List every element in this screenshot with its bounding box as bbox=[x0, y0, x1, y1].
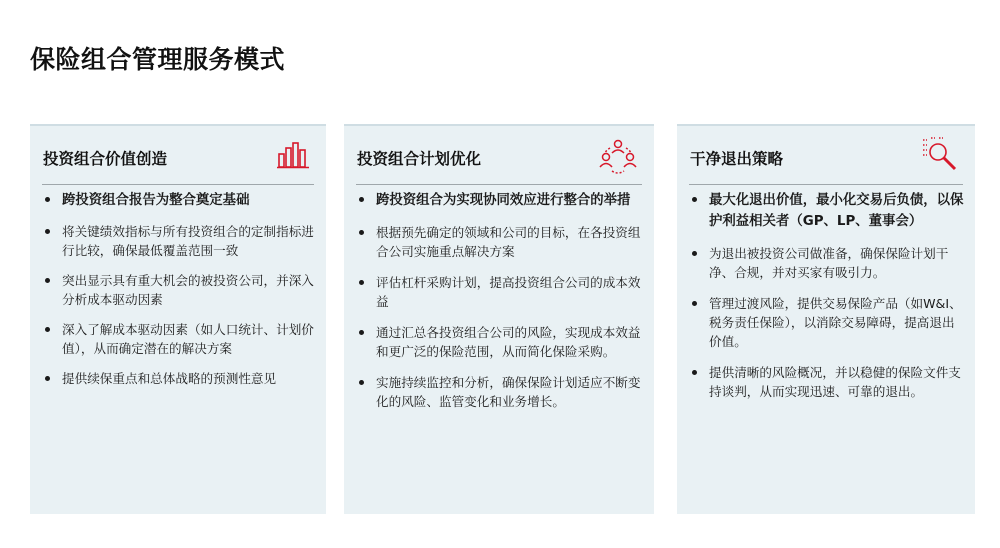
card-portfolio-value-creation bbox=[30, 124, 326, 514]
list-item: 将关键绩效指标与所有投资组合的定制指标进行比较，确保最低覆盖范围一致 bbox=[42, 222, 318, 260]
card-title: 投资组合计划优化 bbox=[357, 150, 482, 168]
list-item: 深入了解成本驱动因素（如人口统计、计划价值），从而确定潜在的解决方案 bbox=[42, 320, 318, 358]
card-title: 投资组合价值创造 bbox=[43, 150, 168, 168]
bullet-list bbox=[356, 190, 646, 423]
team-network-icon bbox=[598, 136, 638, 176]
list-item: 最大化退出价值，最小化交易后负债，以保护利益相关者（GP、LP、董事会） bbox=[689, 190, 967, 232]
list-item: 跨投资组合报告为整合奠定基础 bbox=[42, 190, 318, 211]
card-header bbox=[344, 126, 654, 184]
card-divider bbox=[689, 184, 963, 185]
card-header bbox=[30, 126, 326, 184]
list-item: 实施持续监控和分析，确保保险计划适应不断变化的风险、监管变化和业务增长。 bbox=[356, 373, 646, 411]
list-item: 为退出被投资公司做准备，确保保险计划干净、合规，并对买家有吸引力。 bbox=[689, 244, 967, 282]
card-title: 干净退出策略 bbox=[690, 150, 784, 168]
magnifier-icon bbox=[921, 136, 961, 176]
list-item: 通过汇总各投资组合公司的风险，实现成本效益和更广泛的保险范围，从而简化保险采购。 bbox=[356, 323, 646, 361]
list-item: 跨投资组合为实现协同效应进行整合的举措 bbox=[356, 190, 646, 211]
card-portfolio-plan-optimization bbox=[344, 124, 654, 514]
card-clean-exit-strategy bbox=[677, 124, 975, 514]
list-item: 突出显示具有重大机会的被投资公司，并深入分析成本驱动因素 bbox=[42, 271, 318, 309]
card-divider bbox=[356, 184, 642, 185]
list-item: 提供清晰的风险概况，并以稳健的保险文件支持谈判，从而实现迅速、可靠的退出。 bbox=[689, 363, 967, 401]
page-title: 保险组合管理服务模式 bbox=[30, 45, 286, 74]
list-item: 管理过渡风险，提供交易保险产品（如W&I、税务责任保险），以消除交易障碍，提高退出价值。 bbox=[689, 294, 967, 351]
card-header bbox=[677, 126, 975, 184]
list-item: 提供续保重点和总体战略的预测性意见 bbox=[42, 369, 318, 388]
list-item: 评估杠杆采购计划，提高投资组合公司的成本效益 bbox=[356, 273, 646, 311]
card-divider bbox=[42, 184, 314, 185]
bar-chart-icon bbox=[276, 140, 310, 170]
bullet-list bbox=[42, 190, 318, 399]
bullet-list bbox=[689, 190, 967, 413]
list-item: 根据预先确定的领域和公司的目标，在各投资组合公司实施重点解决方案 bbox=[356, 223, 646, 261]
